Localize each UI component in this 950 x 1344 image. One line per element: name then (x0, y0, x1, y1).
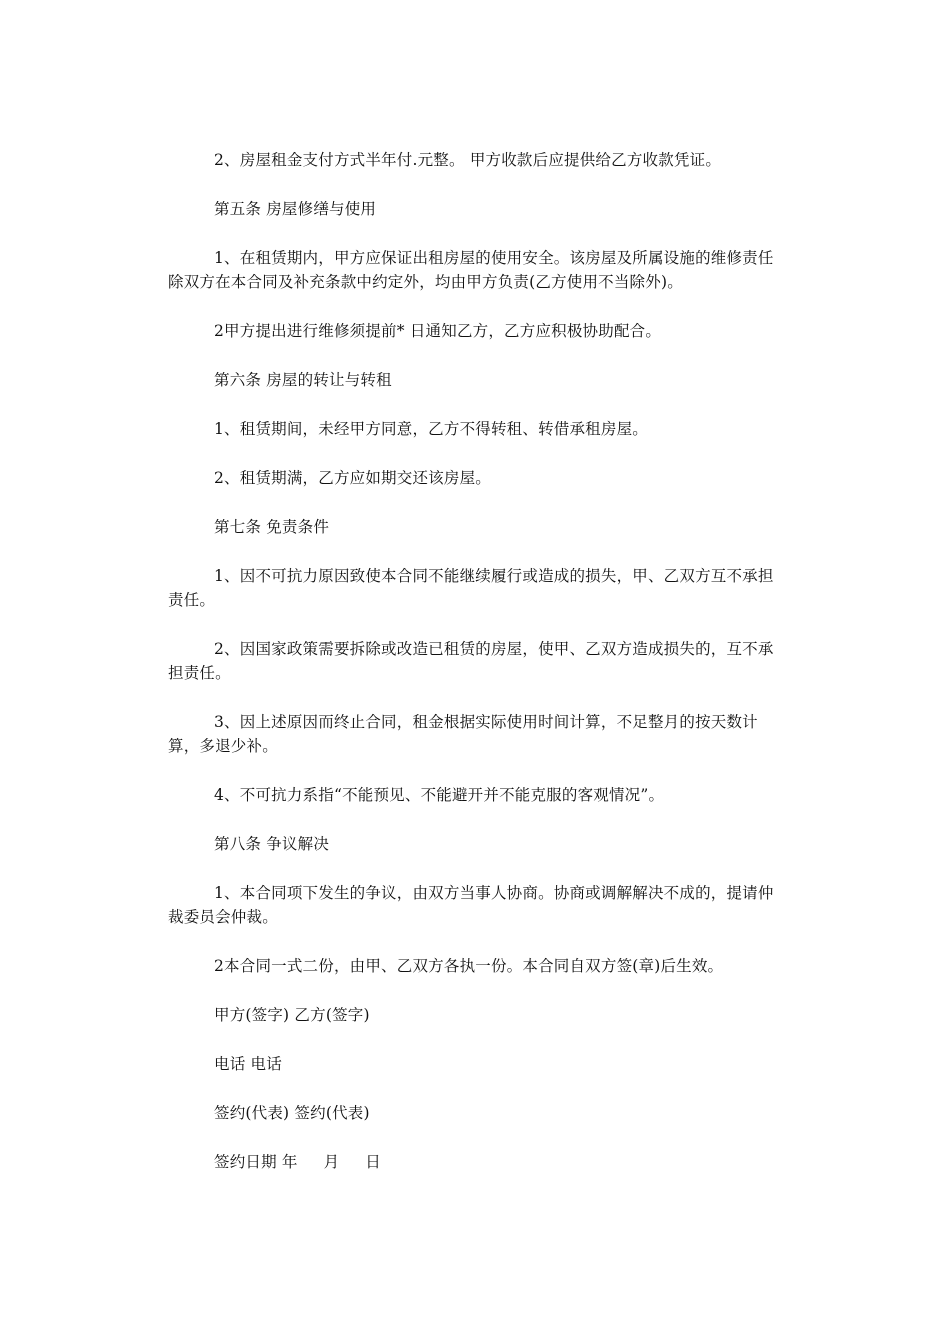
article-7-heading: 第七条 免责条件 (214, 518, 330, 536)
clause-6-2-return: 2、租赁期满，乙方应如期交还该房屋。 (214, 469, 491, 487)
clause-5-1-maintenance: 1、在租赁期内，甲方应保证出租房屋的使用安全。该房屋及所属设施的维修责任除双方在本合同及补充条款中约定外，均由甲方负责(乙方使用不当除外)。 (168, 249, 774, 291)
phone-line: 电话 电话 (214, 1055, 282, 1073)
clause-6-1-sublet: 1、租赁期间，未经甲方同意，乙方不得转租、转借承租房屋。 (214, 420, 648, 438)
clause-8-1-dispute: 1、本合同项下发生的争议，由双方当事人协商。协商或调解解决不成的，提请仲裁委员会仲裁。 (168, 884, 774, 926)
clause-7-1-force-majeure: 1、因不可抗力原因致使本合同不能继续履行或造成的损失，甲、乙双方互不承担责任。 (168, 567, 774, 609)
signing-date-line: 签约日期 年 月 日 (214, 1153, 381, 1171)
clause-8-2-copies: 2本合同一式二份，由甲、乙双方各执一份。本合同自双方签(章)后生效。 (214, 957, 724, 975)
clause-7-2-policy: 2、因国家政策需要拆除或改造已租赁的房屋，使甲、乙双方造成损失的，互不承担责任。 (168, 640, 774, 682)
representative-line: 签约(代表) 签约(代表) (214, 1104, 370, 1122)
article-6-heading: 第六条 房屋的转让与转租 (214, 371, 392, 389)
article-8-heading: 第八条 争议解决 (214, 835, 330, 853)
article-5-heading: 第五条 房屋修缮与使用 (214, 200, 377, 218)
clause-7-4-definition: 4、不可抗力系指“不能预见、不能避开并不能克服的客观情况”。 (214, 786, 665, 804)
clause-5-2-repair-notice: 2甲方提出进行维修须提前* 日通知乙方，乙方应积极协助配合。 (214, 322, 662, 340)
signature-line: 甲方(签字) 乙方(签字) (214, 1006, 370, 1024)
clause-7-3-termination: 3、因上述原因而终止合同，租金根据实际使用时间计算，不足整月的按天数计算，多退少补。 (168, 713, 758, 755)
clause-4-2-rent-payment: 2、房屋租金支付方式半年付.元整。 甲方收款后应提供给乙方收款凭证。 (214, 151, 722, 169)
document-page (168, 148, 780, 1174)
